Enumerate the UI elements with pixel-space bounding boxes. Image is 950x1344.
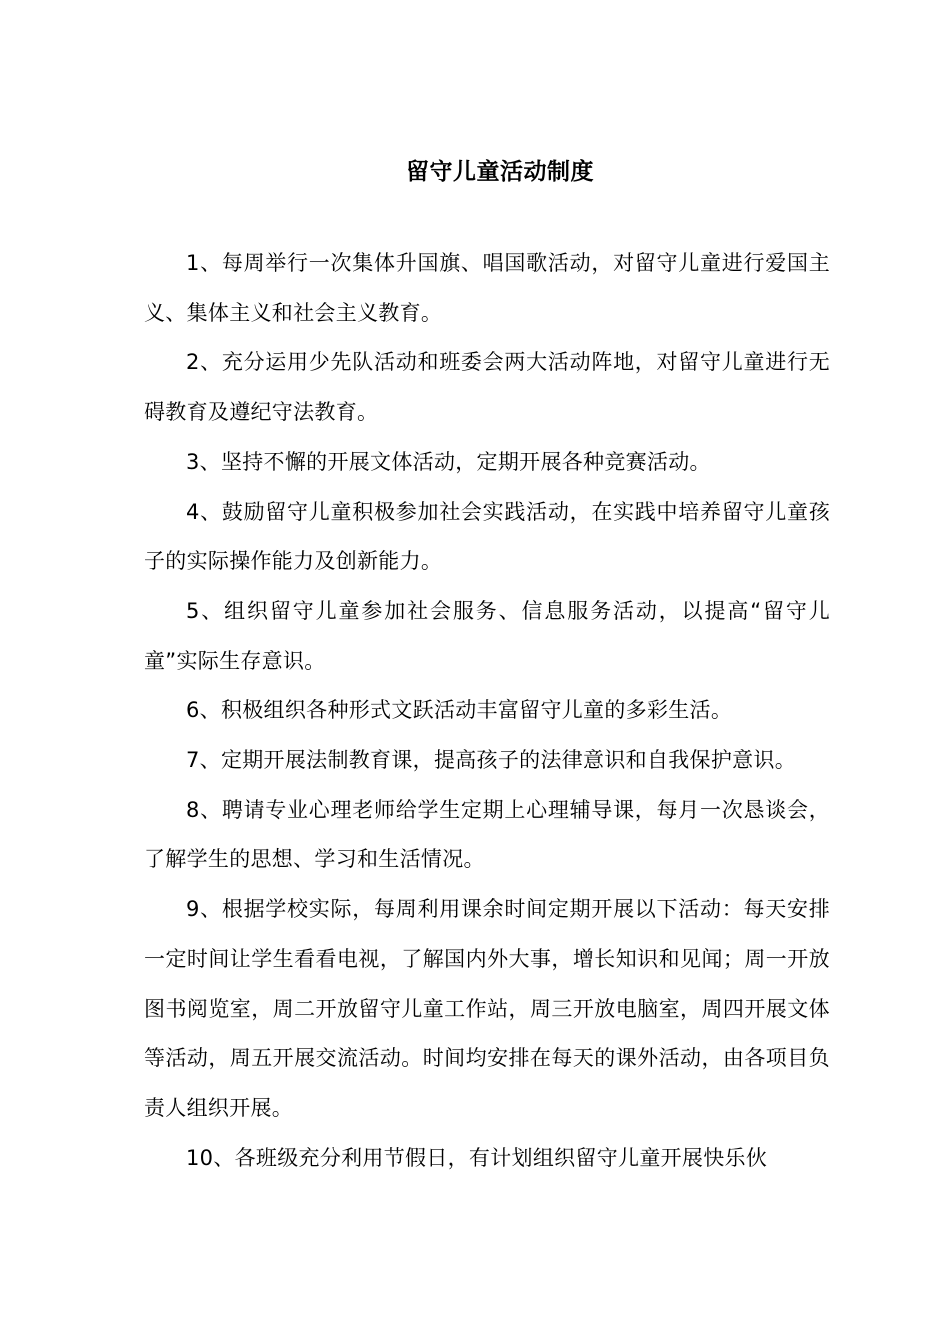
document-title: 留守儿童活动制度	[406, 159, 594, 185]
paragraph-5: 5、组织留守儿童参加社会服务、信息服务活动，以提高“留守儿童”实际生存意识。	[144, 598, 830, 673]
paragraph-6: 6、积极组织各种形式文跃活动丰富留守儿童的多彩生活。	[186, 698, 733, 723]
paragraph-7: 7、定期开展法制教育课，提高孩子的法律意识和自我保护意识。	[186, 748, 797, 773]
paragraph-3: 3、坚持不懈的开展文体活动，定期开展各种竞赛活动。	[186, 449, 711, 474]
document-body	[144, 239, 830, 1183]
paragraph-1: 1、每周举行一次集体升国旗、唱国歌活动，对留守儿童进行爱国主义、集体主义和社会主义教育。	[144, 251, 830, 325]
paragraph-9: 9、根据学校实际，每周利用课余时间定期开展以下活动：每天安排一定时间让学生看看电视，了解国内外大事，增长知识和见闻；周一开放图书阅览室，周二开放留守儿童工作站，周三开放电脑室，周四开展文体等活动，周五开展交流活动。时间均安排在每天的课外活动，由各项目负责人组织开展。	[144, 897, 830, 1120]
paragraph-4: 4、鼓励留守儿童积极参加社会实践活动，在实践中培养留守儿童孩子的实际操作能力及创新能力。	[144, 499, 830, 574]
paragraph-10: 10、各班级充分利用节假日，有计划组织留守儿童开展快乐伙	[186, 1145, 768, 1170]
paragraph-8: 8、聘请专业心理老师给学生定期上心理辅导课，每月一次恳谈会，了解学生的思想、学习和生活情况。	[144, 797, 830, 872]
paragraph-2: 2、充分运用少先队活动和班委会两大活动阵地，对留守儿童进行无碍教育及遵纪守法教育。	[144, 350, 830, 425]
